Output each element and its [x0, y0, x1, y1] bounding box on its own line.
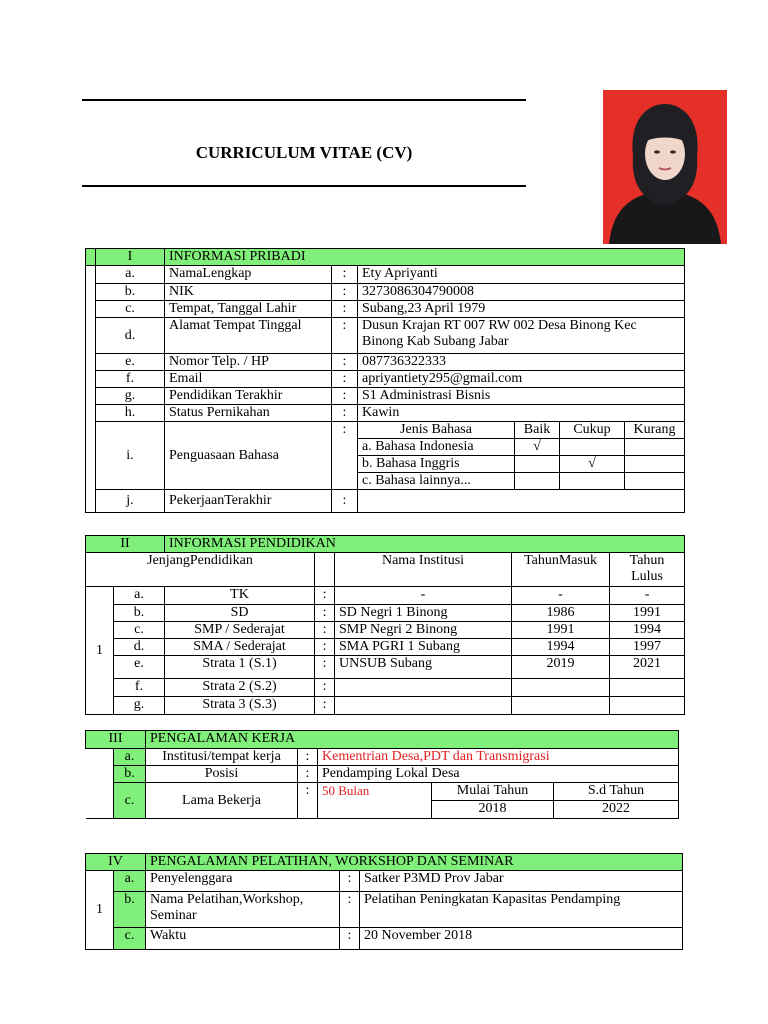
institution: - [335, 587, 512, 605]
column-header: Nama Institusi [335, 553, 512, 587]
row-letter: d. [96, 318, 165, 354]
column-header: JenjangPendidikan [86, 553, 315, 587]
year-out [610, 679, 685, 697]
row-letter: i. [96, 422, 165, 490]
check-mark [625, 473, 685, 490]
section-title: INFORMASI PRIBADI [165, 249, 685, 266]
year-out: - [610, 587, 685, 605]
institution: SMA PGRI 1 Subang [335, 639, 512, 656]
section-title: PENGALAMAN PELATIHAN, WORKSHOP DAN SEMINAR [146, 854, 683, 871]
year-in: 2019 [512, 656, 610, 679]
year-out: 1997 [610, 639, 685, 656]
row-letter: f. [96, 371, 165, 388]
field-value [358, 490, 685, 513]
workplace-value: Kementrian Desa,PDT dan Transmigrasi [318, 749, 679, 766]
field-value: Pelatihan Peningkatan Kapasitas Pendamping [360, 892, 683, 928]
colon-blank [315, 553, 335, 587]
portrait-icon [603, 90, 727, 244]
field-label: Pendidikan Terakhir [165, 388, 332, 405]
colon: : [332, 354, 358, 371]
education-level: SMP / Sederajat [165, 622, 315, 639]
group-number: 1 [86, 587, 114, 715]
institution: SD Negri 1 Binong [335, 605, 512, 622]
colon: : [315, 587, 335, 605]
colon: : [315, 697, 335, 715]
colon: : [332, 388, 358, 405]
start-year-label: Mulai Tahun [432, 783, 554, 801]
section-number: III [86, 731, 146, 749]
section-number: I [96, 249, 165, 266]
language-header: Baik [515, 422, 560, 439]
field-value: S1 Administrasi Bisnis [358, 388, 685, 405]
institution: UNSUB Subang [335, 656, 512, 679]
language-name: a. Bahasa Indonesia [358, 439, 515, 456]
colon: : [315, 679, 335, 697]
year-in: - [512, 587, 610, 605]
colon: : [332, 490, 358, 513]
colon: : [298, 766, 318, 783]
field-value: Subang,23 April 1979 [358, 301, 685, 318]
institution: SMP Negri 2 Binong [335, 622, 512, 639]
field-value: Kawin [358, 405, 685, 422]
year-in: 1991 [512, 622, 610, 639]
indent-cell [86, 749, 114, 819]
page-title: CURRICULUM VITAE (CV) [195, 143, 413, 162]
field-label: Status Pernikahan [165, 405, 332, 422]
year-out [610, 697, 685, 715]
year-in [512, 697, 610, 715]
field-label: NamaLengkap [165, 266, 332, 284]
field-value: Dusun Krajan RT 007 RW 002 Desa Binong Kec Binong Kab Subang Jabar [358, 318, 685, 354]
education-table [85, 535, 685, 715]
language-header: Kurang [625, 422, 685, 439]
end-year: 2022 [554, 801, 679, 819]
row-letter: h. [96, 405, 165, 422]
field-value: 3273086304790008 [358, 284, 685, 301]
field-value: 20 November 2018 [360, 928, 683, 950]
field-value: Satker P3MD Prov Jabar [360, 871, 683, 892]
check-mark [560, 473, 625, 490]
colon: : [315, 605, 335, 622]
colon: : [298, 783, 318, 819]
check-mark [625, 456, 685, 473]
row-letter: g. [96, 388, 165, 405]
check-mark: √ [515, 439, 560, 456]
year-out: 1991 [610, 605, 685, 622]
field-label: Nama Pelatihan,Workshop, Seminar [146, 892, 340, 928]
education-level: SMA / Sederajat [165, 639, 315, 656]
duration-value: 50 Bulan [318, 783, 432, 819]
bottom-rule [82, 185, 526, 187]
section-title: INFORMASI PENDIDIKAN [165, 536, 685, 553]
education-level: TK [165, 587, 315, 605]
end-year-label: S.d Tahun [554, 783, 679, 801]
check-mark: √ [560, 456, 625, 473]
field-label: PekerjaanTerakhir [165, 490, 332, 513]
field-value: Ety Apriyanti [358, 266, 685, 284]
personal-info-table [85, 248, 685, 513]
field-label: Nomor Telp. / HP [165, 354, 332, 371]
education-level: SD [165, 605, 315, 622]
field-label: Institusi/tempat kerja [146, 749, 298, 766]
row-letter: b. [114, 766, 146, 783]
institution [335, 697, 512, 715]
colon: : [332, 266, 358, 284]
column-header: TahunMasuk [512, 553, 610, 587]
row-letter: b. [114, 605, 165, 622]
row-letter: a. [114, 587, 165, 605]
check-mark [515, 456, 560, 473]
row-letter: b. [96, 284, 165, 301]
row-letter: e. [114, 656, 165, 679]
field-label: Waktu [146, 928, 340, 950]
group-number: 1 [86, 871, 114, 950]
check-mark [625, 439, 685, 456]
row-letter: j. [96, 490, 165, 513]
check-mark [515, 473, 560, 490]
language-name: c. Bahasa lainnya... [358, 473, 515, 490]
education-level: Strata 2 (S.2) [165, 679, 315, 697]
colon: : [332, 301, 358, 318]
check-mark [560, 439, 625, 456]
colon: : [332, 371, 358, 388]
field-label: Posisi [146, 766, 298, 783]
row-letter: a. [96, 266, 165, 284]
work-experience-table [85, 730, 679, 819]
field-label: NIK [165, 284, 332, 301]
year-in [512, 679, 610, 697]
training-table [85, 853, 683, 950]
top-rule [82, 99, 526, 101]
colon: : [332, 284, 358, 301]
year-in: 1994 [512, 639, 610, 656]
colon: : [340, 892, 360, 928]
field-label: Penguasaan Bahasa [165, 422, 332, 490]
section-number: IV [86, 854, 146, 871]
row-letter: b. [114, 892, 146, 928]
field-value: 087736322333 [358, 354, 685, 371]
year-out: 2021 [610, 656, 685, 679]
field-label: Alamat Tempat Tinggal [165, 318, 332, 354]
field-label: Tempat, Tanggal Lahir [165, 301, 332, 318]
colon: : [332, 318, 358, 354]
indent-cell [86, 266, 96, 513]
row-letter: c. [114, 622, 165, 639]
colon: : [298, 749, 318, 766]
row-letter: c. [96, 301, 165, 318]
row-letter: c. [114, 928, 146, 950]
section-cell [86, 249, 96, 266]
field-label: Email [165, 371, 332, 388]
position-value: Pendamping Lokal Desa [318, 766, 679, 783]
education-level: Strata 1 (S.1) [165, 656, 315, 679]
colon: : [340, 871, 360, 892]
colon: : [315, 622, 335, 639]
colon: : [315, 656, 335, 679]
row-letter: e. [96, 354, 165, 371]
field-label: Lama Bekerja [146, 783, 298, 819]
language-header: Cukup [560, 422, 625, 439]
row-letter: c. [114, 783, 146, 819]
year-out: 1994 [610, 622, 685, 639]
institution [335, 679, 512, 697]
row-letter: a. [114, 871, 146, 892]
colon: : [332, 422, 358, 490]
start-year: 2018 [432, 801, 554, 819]
language-header: Jenis Bahasa [358, 422, 515, 439]
column-header: Tahun Lulus [610, 553, 685, 587]
year-in: 1986 [512, 605, 610, 622]
section-number: II [86, 536, 165, 553]
colon: : [315, 639, 335, 656]
row-letter: g. [114, 697, 165, 715]
colon: : [332, 405, 358, 422]
email-value: apriyantiety295@gmail.com [358, 371, 685, 388]
colon: : [340, 928, 360, 950]
row-letter: a. [114, 749, 146, 766]
field-label: Penyelenggara [146, 871, 340, 892]
section-title: PENGALAMAN KERJA [146, 731, 679, 749]
row-letter: f. [114, 679, 165, 697]
education-level: Strata 3 (S.3) [165, 697, 315, 715]
row-letter: d. [114, 639, 165, 656]
language-name: b. Bahasa Inggris [358, 456, 515, 473]
